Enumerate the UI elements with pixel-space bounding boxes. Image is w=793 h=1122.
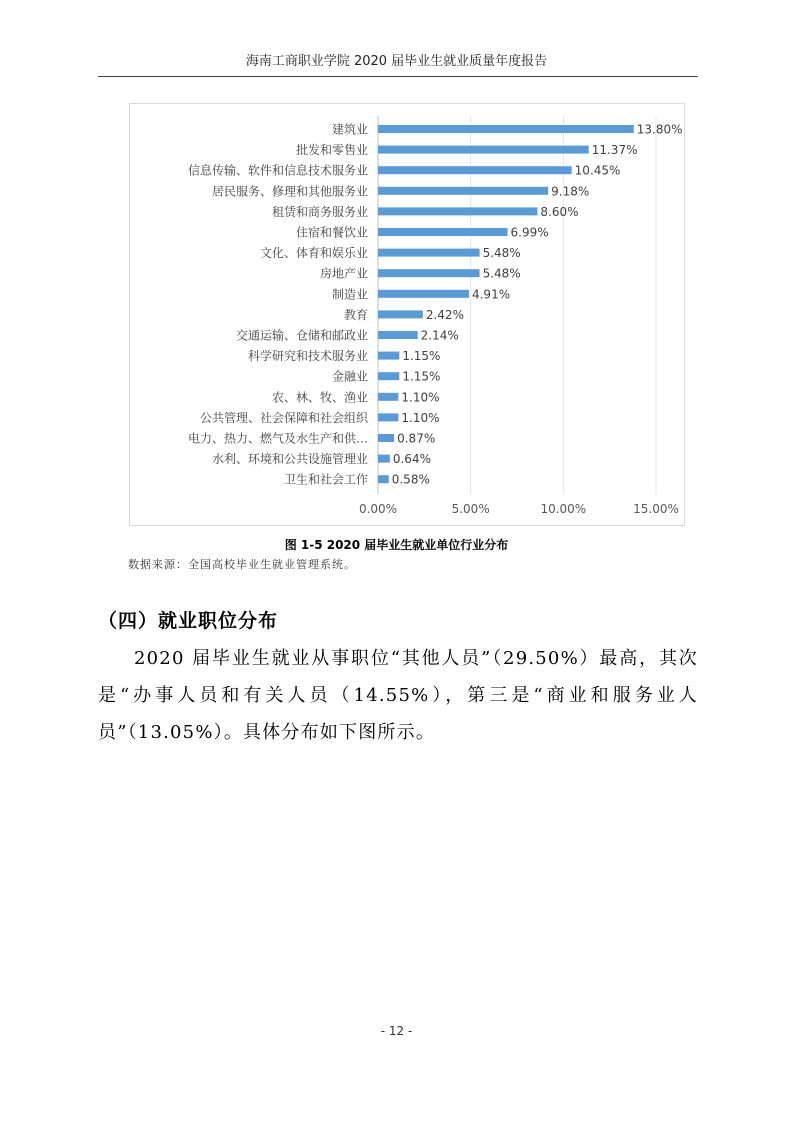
- category-label: 科学研究和技术服务业: [247, 349, 368, 364]
- bar: [378, 393, 398, 401]
- section-heading: （四）就业职位分布: [98, 610, 279, 632]
- data-label: 4.91%: [471, 287, 511, 302]
- data-label: 5.48%: [482, 246, 521, 261]
- category-label: 水利、环境和公共设施管理业: [211, 452, 368, 467]
- data-label: 13.80%: [636, 122, 683, 137]
- bar: [378, 187, 548, 195]
- x-tick-label: 5.00%: [451, 502, 490, 516]
- body-paragraph: 2020 届毕业生就业从事职位“其他人员”（29.50%）最高，其次是“办事人员和有关人员（14.55%），第三是“商业和服务业人员”（13.05%）。具体分布如下图所示。: [98, 648, 698, 743]
- data-label: 2.14%: [420, 328, 459, 343]
- bar: [378, 372, 399, 380]
- bar: [378, 475, 389, 483]
- bar: [378, 228, 508, 236]
- category-label: 租赁和商务服务业: [271, 204, 368, 219]
- bar: [378, 413, 398, 421]
- bar: [378, 125, 634, 133]
- data-label: 1.10%: [401, 410, 440, 425]
- category-label: 文化、体育和娱乐业: [259, 246, 368, 261]
- category-label: 交通运输、仓储和邮政业: [235, 328, 368, 343]
- bar: [378, 434, 394, 442]
- category-label: 房地产业: [319, 266, 368, 281]
- bar: [378, 269, 480, 277]
- industry-distribution-chart: [129, 103, 685, 526]
- category-label: 教育: [343, 307, 368, 322]
- bar: [378, 331, 418, 339]
- category-label: 卫生和社会工作: [283, 472, 368, 487]
- data-label: 1.15%: [402, 349, 441, 364]
- category-label: 农、林、牧、渔业: [271, 390, 368, 405]
- data-label: 1.15%: [402, 369, 441, 384]
- x-tick-label: 10.00%: [540, 502, 587, 516]
- data-label: 6.99%: [510, 225, 549, 240]
- x-tick-label: 15.00%: [633, 502, 679, 516]
- bar: [378, 166, 572, 174]
- data-source-note: 数据来源：全国高校毕业生就业管理系统。: [128, 558, 356, 571]
- bar: [378, 455, 390, 463]
- data-label: 1.10%: [401, 390, 440, 405]
- data-label: 9.18%: [551, 184, 590, 199]
- page-number: - 12 -: [380, 1024, 413, 1038]
- category-label: 居民服务、修理和其他服务业: [211, 184, 368, 199]
- data-label: 8.60%: [540, 204, 579, 219]
- bar: [378, 249, 480, 257]
- category-label: 金融业: [331, 369, 368, 384]
- data-label: 0.87%: [397, 431, 436, 446]
- category-label: 批发和零售业: [295, 143, 368, 158]
- bar: [378, 290, 469, 298]
- category-label: 公共管理、社会保障和社会组织: [199, 410, 368, 425]
- bar: [378, 146, 589, 154]
- category-label: 建筑业: [331, 122, 368, 137]
- figure-caption: 图 1-5 2020 届毕业生就业单位行业分布: [284, 538, 509, 552]
- bar: [378, 207, 537, 215]
- category-label: 住宿和餐饮业: [295, 225, 368, 240]
- page-header: 海南工商职业学院 2020 届毕业生就业质量年度报告: [245, 54, 548, 69]
- data-label: 0.58%: [391, 472, 430, 487]
- header-divider: [98, 76, 698, 77]
- data-label: 10.45%: [574, 163, 621, 178]
- data-label: 11.37%: [591, 143, 638, 158]
- data-label: 2.42%: [425, 307, 464, 322]
- category-label: 制造业: [331, 287, 368, 302]
- x-tick-label: 0.00%: [358, 502, 398, 516]
- category-label: 信息传输、软件和信息技术服务业: [187, 163, 368, 178]
- bar: [378, 352, 399, 360]
- chart-canvas: [130, 104, 684, 525]
- category-label: 电力、热力、燃气及水生产和供…: [187, 431, 368, 446]
- data-label: 0.64%: [392, 452, 431, 467]
- bar: [378, 310, 423, 318]
- data-label: 5.48%: [482, 266, 521, 281]
